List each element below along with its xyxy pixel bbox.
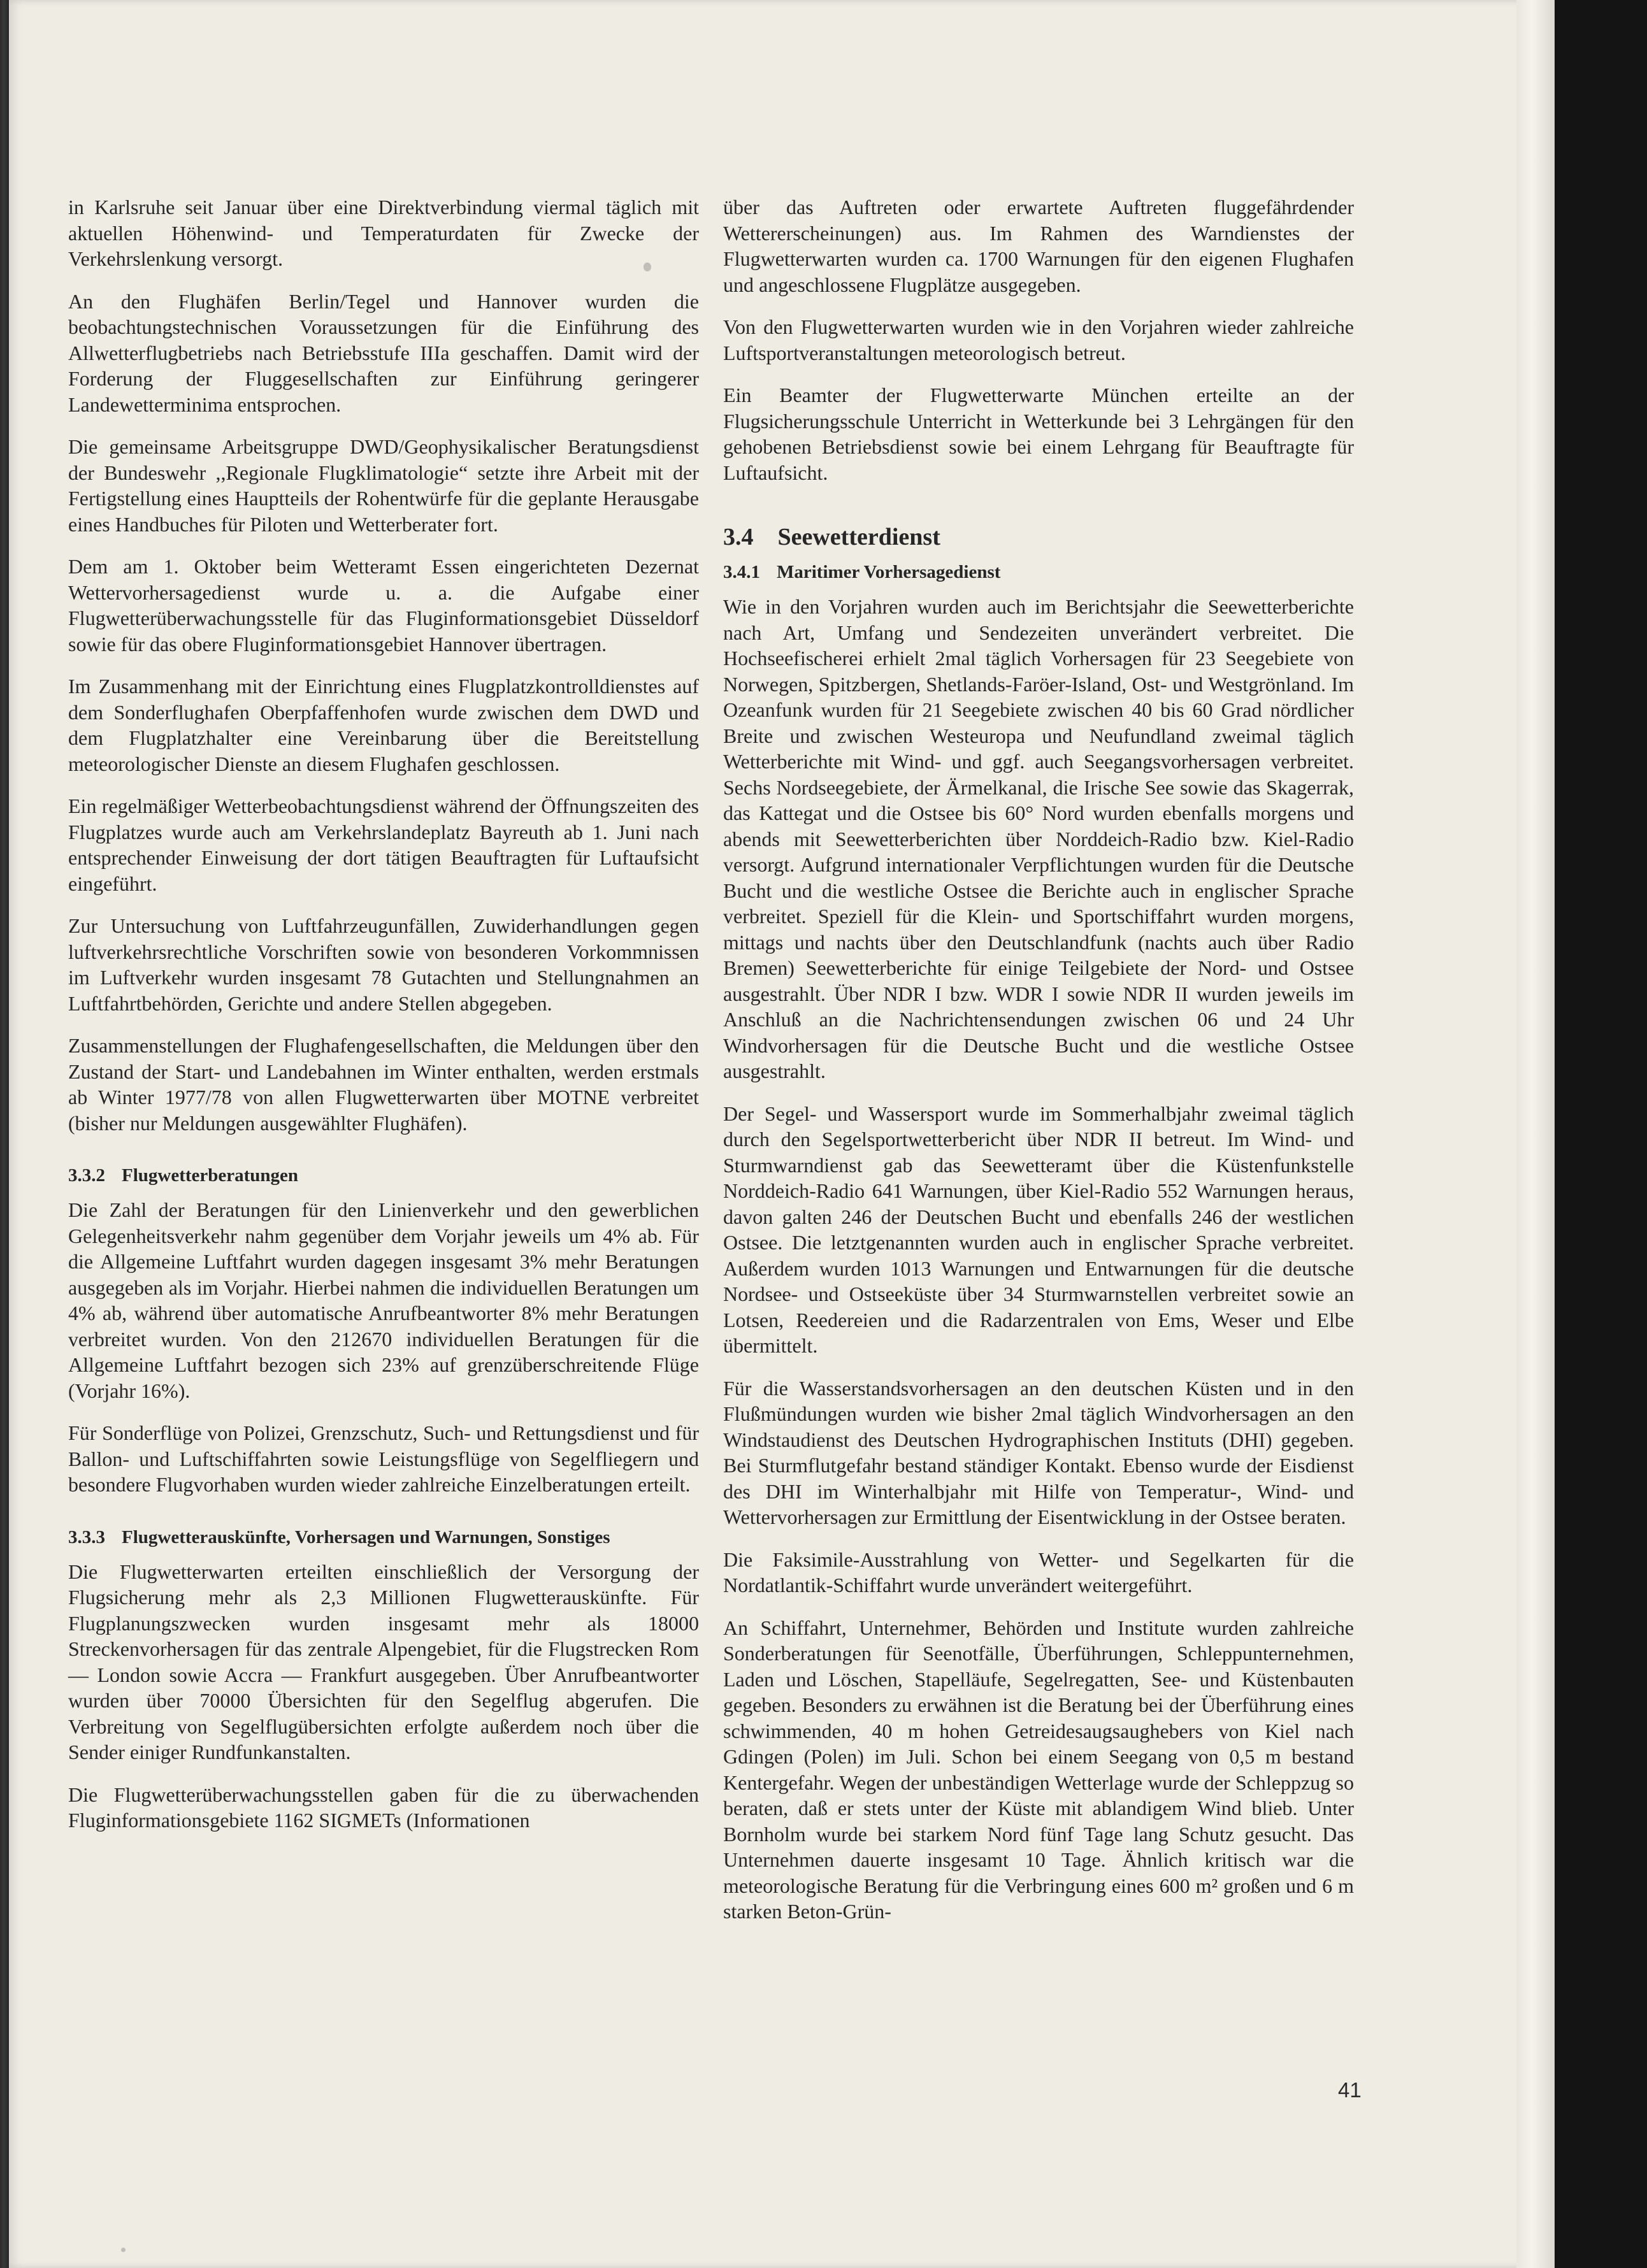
paragraph: Für Sonderflüge von Polizei, Grenzschutz, Such- und Rettungsdienst und für Ballon- und Luftschiffahrten sowie Leistungsflüge von Segelfliegern und besondere Flugvorhaben wurden wieder zahlreiche Einzelberatungen erteilt. <box>68 1421 699 1496</box>
paragraph: Die Flugwetterüberwachungsstellen gaben für die zu überwachenden Fluginformationsgebiete 1162 SIGMETs (Informationen <box>68 1783 699 1832</box>
paragraph: Zusammenstellungen der Flughafengesellschaften, die Meldungen über den Zustand der Start- und Landebahnen im Winter enthalten, werden erstmals ab Winter 1977/78 von allen Flugwetterwarten über MOTNE verbreitet (bisher nur Meldungen ausgewählter Flughäfen). <box>68 1034 699 1135</box>
paragraph: Die Flugwetterwarten erteilten einschließlich der Versorgung der Flugsicherung mehr als 2,3 Millionen Flugwetterauskünfte. Für Flugplanungszwecken wurden insgesamt mehr als 18000 Streckenvorhersagen für das zentrale Alpengebiet, für die Flugstrecken Rom — London sowie Accra — Frankfurt ausgegeben. Über Anrufbeantworter wurden über 70000 Übersichten für den Segelflug abgerufen. Die Verbreitung von Segelflugübersichten erfolgte außerdem noch über die Sender einiger Rundfunkanstalten. <box>68 1560 699 1763</box>
paragraph: Ein regelmäßiger Wetterbeobachtungsdienst während der Öffnungszeiten des Flugplatzes wurde auch am Verkehrslandeplatz Bayreuth ab 1. Juni nach entsprechender Einweisung der dort tätigen Beauftragten für Luftaufsicht eingeführt. <box>68 794 699 895</box>
paragraph: Für die Wasserstandsvorhersagen an den deutschen Küsten und in den Flußmündungen wurden wie bisher 2mal täglich Windvorhersagen an den Windstaudienst des Deutschen Hydrographischen Instituts (DHI) gegeben. Bei Sturmflutgefahr bestand ständiger Kontakt. Ebenso wurde der Eisdienst des DHI im Winterhalbjahr mit Hilfe von Temperatur-, Wind- und Wettervorhersagen zur Ermittlung der Eisentwicklung in der Ostsee beraten. <box>723 1376 1354 1528</box>
left-column <box>68 194 699 1850</box>
right-column <box>723 194 1354 1941</box>
section-number: 3.4.1 <box>723 562 760 582</box>
section-title: Flugwetterauskünfte, Vorhersagen und Warnungen, Sonstiges <box>122 1526 610 1547</box>
paragraph: Die Faksimile-Ausstrahlung von Wetter- und Segelkarten für die Nordatlantik-Schiffahrt wurde unverändert weitergeführt. <box>723 1547 1354 1597</box>
section-number: 3.4 <box>723 524 754 550</box>
scan-border <box>1555 0 1647 2268</box>
scan-speck <box>644 262 651 271</box>
page-number: 41 <box>1338 2078 1362 2102</box>
section-heading-3-4-1 <box>723 561 1354 584</box>
section-heading-3-3-2 <box>68 1164 699 1187</box>
section-title: Maritimer Vorhersagedienst <box>777 562 1001 582</box>
scan-speck <box>121 2248 126 2252</box>
paragraph: Im Zusammenhang mit der Einrichtung eines Flugplatzkontrolldienstes auf dem Sonderflughafen Oberpfaffenhofen wurde zwischen dem DWD und dem Flugplatzhalter eine Vereinbarung über die Bereitstellung meteorologischer Dienste an diesem Flughafen geschlossen. <box>68 675 699 775</box>
paragraph: in Karlsruhe seit Januar über eine Direktverbindung viermal täglich mit aktuellen Höhenwind- und Temperaturdaten für Zwecke der Verkehrslenkung versorgt. <box>68 196 699 270</box>
section-title: Seewetterdienst <box>777 524 940 550</box>
paragraph: Ein Beamter der Flugwetterwarte München erteilte an der Flugsicherungsschule Unterricht in Wetterkunde bei 3 Lehrgängen für den gehobenen Betriebsdienst sowie bei einem Lehrgang für Beauftragte für Luftaufsicht. <box>723 384 1354 484</box>
page-edge <box>1516 0 1555 2268</box>
paragraph: Zur Untersuchung von Luftfahrzeugunfällen, Zuwiderhandlungen gegen luftverkehrsrechtliche Vorschriften sowie von besonderen Vorkommnissen im Luftverkehr wurden insgesamt 78 Gutachten und Stellungnahmen an Luftfahrtbehörden, Gerichte und andere Stellen abgegeben. <box>68 914 699 1015</box>
paragraph: Wie in den Vorjahren wurden auch im Berichtsjahr die Seewetterberichte nach Art, Umfang und Sendezeiten unverändert verbreitet. Die Hochseefischerei erhielt 2mal täglich Vorhersagen für 23 Seegebiete von Norwegen, Spitzbergen, Shetlands-Faröer-Island, Ost- und Westgrönland. Im Ozeanfunk wurden für 21 Seegebiete zwischen 40 bis 60 Grad nördlicher Breite und zwischen Westeuropa und Neufundland zweimal täglich Wetterberichte mit Wind- und ggf. auch Seegangsvorhersagen verbreitet. Sechs Nordseegebiete, der Ärmelkanal, die Irische See sowie das Skagerrak, das Kattegat und die Ostsee bis 60° Nord wurden ebenfalls morgens und abends mit Seewetterberichten über Norddeich-Radio bzw. Kiel-Radio versorgt. Aufgrund internationaler Verpflichtungen wurden für die Deutsche Bucht und die westliche Ostsee die Berichte auch in englischer Sprache verbreitet. Speziell für die Klein- und Sportschiffahrt wurden morgens, mittags und nachts über den Deutschlandfunk (nachts auch über Radio Bremen) Seewetterberichte für einige Teilgebiete der Nord- und Ostsee ausgestrahlt. Über NDR I bzw. WDR I sowie NDR II wurden jeweils im Anschluß an die Nachrichtensendungen zwischen 06 und 24 Uhr Windvorhersagen für die Deutsche Bucht und die westliche Ostsee ausgestrahlt. <box>723 595 1354 1082</box>
section-title: Flugwetterberatungen <box>122 1165 299 1186</box>
paragraph: Von den Flugwetterwarten wurden wie in den Vorjahren wieder zahlreiche Luftsportveranstaltungen meteorologisch betreut. <box>723 315 1354 364</box>
section-heading-3-4 <box>723 522 1354 552</box>
section-number: 3.3.3 <box>68 1526 105 1547</box>
paragraph: Dem am 1. Oktober beim Wetteramt Essen eingerichteten Dezernat Wettervorhersagedienst wurde u. a. die Aufgabe einer Flugwetterüberwachungsstelle für das Fluginformationsgebiet Düsseldorf sowie für das obere Fluginformationsgebiet Hannover übertragen. <box>68 555 699 656</box>
paragraph: An Schiffahrt, Unternehmer, Behörden und Institute wurden zahlreiche Sonderberatungen für Seenotfälle, Überführungen, Schleppunternehmen, Laden und Löschen, Stapelläufe, Segelregatten, See- und Küstenbauten gegeben. Besonders zu erwähnen ist die Beratung bei der Überführung eines schwimmenden, 40 m hohen Getreidesaugsaughebers von Kiel nach Gdingen (Polen) im Juli. Schon bei einem Seegang von 0,5 m bestand Kentergefahr. Wegen der unbeständigen Wetterlage wurde der Schleppzug so beraten, daß er stets unter der Küste mit ablandigem Wind blieb. Unter Bornholm wurde bei starkem Nord fünf Tage lang Schutz gesucht. Das Unternehmen dauerte insgesamt 10 Tage. Ähnlich kritisch war die meteorologische Beratung für die Verbringung eines 600 m² großen und 6 m starken Beton-Grün- <box>723 1616 1354 1923</box>
paragraph: Die Zahl der Beratungen für den Linienverkehr und den gewerblichen Gelegenheitsverkehr nahm gegenüber dem Vorjahr jeweils um 4% ab. Für die Allgemeine Luftfahrt wurden dagegen insgesamt 3% mehr Beratungen ausgegeben als im Vorjahr. Hierbei nahmen die individuellen Beratungen um 4% ab, während über automatische Anrufbeantworter 8% mehr Beratungen verbreitet wurden. Von den 212670 individuellen Beratungen für die Allgemeine Luftfahrt bezogen sich 23% auf grenzüberschreitende Flüge (Vorjahr 16%). <box>68 1198 699 1402</box>
paragraph: Die gemeinsame Arbeitsgruppe DWD/Geophysikalischer Beratungsdienst der Bundeswehr ,,Regionale Flugklimatologie“ setzte ihre Arbeit mit der Fertigstellung eines Hauptteils der Rohentwürfe für die geplante Herausgabe eines Handbuches für Piloten und Wetterberater fort. <box>68 435 699 536</box>
paragraph: über das Auftreten oder erwartete Auftreten fluggefährdender Wettererscheinungen) aus. Im Rahmen des Warndienstes der Flugwetterwarten wurden ca. 1700 Warnungen für den eigenen Flughafen und angeschlossene Flugplätze ausgegeben. <box>723 196 1354 296</box>
section-number: 3.3.2 <box>68 1165 105 1186</box>
paragraph: Der Segel- und Wassersport wurde im Sommerhalbjahr zweimal täglich durch den Segelsportwetterbericht über NDR II betreut. Im Wind- und Sturmwarndienst gab das Seewetteramt über die Küstenfunkstelle Norddeich-Radio 641 Warnungen, über Kiel-Radio 552 Warnungen heraus, davon galten 246 der Deutschen Bucht und ebenfalls 246 der westlichen Ostsee. Die letztgenannten wurden auch in englischer Sprache verbreitet. Außerdem wurden 1013 Warnungen und Entwarnungen für die deutsche Nordsee- und Ostseeküste über 34 Sturmwarnstellen verbreitet sowie an Lotsen, Reedereien und die Radarzentralen von Ems, Weser und Elbe übermittelt. <box>723 1102 1354 1357</box>
section-heading-3-3-3 <box>68 1526 699 1549</box>
paragraph: An den Flughäfen Berlin/Tegel und Hannover wurden die beobachtungstechnischen Voraussetzungen für die Einführung des Allwetterflugbetriebs nach Betriebsstufe IIIa geschaffen. Damit wird der Forderung der Fluggesellschaften zur Einführung geringerer Landewetterminima entsprochen. <box>68 289 699 416</box>
